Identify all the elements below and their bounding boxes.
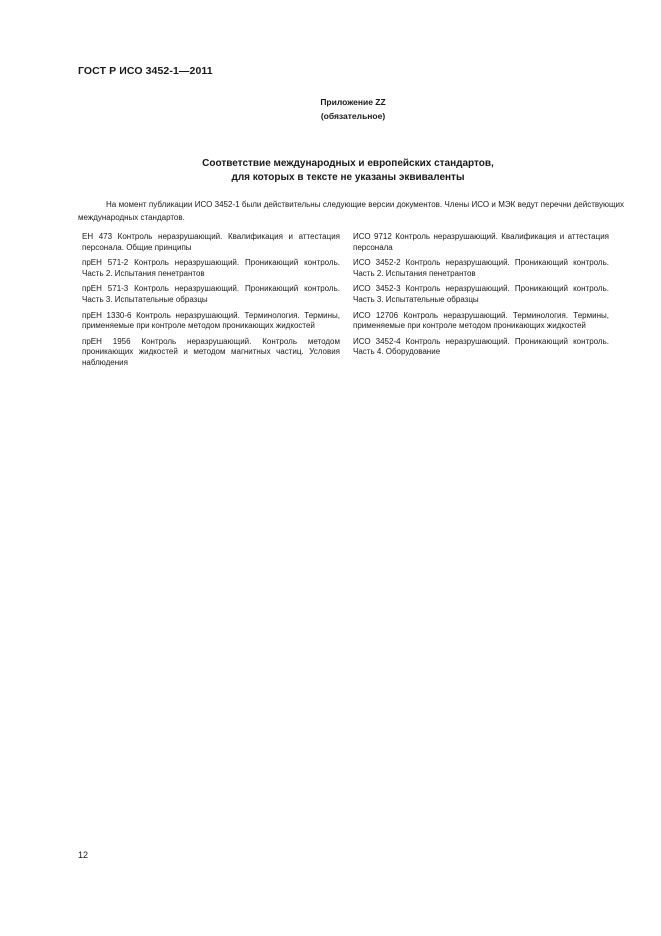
page-title-line-1: Соответствие международных и европейских стандартов, [202,158,494,169]
annex-name: Приложение ZZ [320,97,386,107]
european-standard-cell: прЕН 571-3 Контроль неразрушающий. Проникающий контроль. Часть 3. Испытательные образцы [82,284,340,304]
european-standard-cell: прЕН 1330-6 Контроль неразрушающий. Терминология. Термины, применяемые при контроле методом проникающих жидкостей [82,310,340,331]
standards-correspondence-table [82,232,612,374]
page-title-line-2: для которых в тексте не указаны эквиваленты [231,172,465,183]
international-standard-cell: ИСО 12706 Контроль неразрушающий. Терминология. Термины, применяемые при контроле методом проникающих жидкостей [353,310,609,331]
document-code: ГОСТ Р ИСО 3452-1—2011 [78,65,213,77]
annex-heading [308,95,398,123]
international-standard-cell: ИСО 3452-4 Контроль неразрушающий. Проникающий контроль. Часть 4. Оборудование [353,336,609,357]
annex-status: (обязательное) [320,111,386,121]
european-standard-cell: прЕН 1956 Контроль неразрушающий. Контроль методом проникающих жидкостей и методом магнитных частиц. Условия наблюдения [82,336,340,367]
international-standard-cell: ИСО 3452-2 Контроль неразрушающий. Проникающий контроль. Часть 2. Испытания пенетрантов [353,258,609,278]
intro-paragraph: На момент публикации ИСО 3452-1 были действительны следующие версии документов. Члены ИСО и МЭК ведут перечни действующих международных стандартов. [78,200,624,222]
table-row [82,284,612,305]
page-number: 12 [78,850,89,860]
table-row [82,258,612,279]
international-standard-cell: ИСО 3452-3 Контроль неразрушающий. Проникающий контроль. Часть 3. Испытательные образцы [353,284,609,304]
table-row [82,232,612,253]
table-row [82,311,612,332]
european-standard-cell: прЕН 571-2 Контроль неразрушающий. Проникающий контроль. Часть 2. Испытания пенетрантов [82,258,340,278]
table-row [82,337,612,369]
page-title [120,157,576,185]
international-standard-cell: ИСО 9712 Контроль неразрушающий. Квалификация и аттестация персонала [353,232,609,252]
european-standard-cell: ЕН 473 Контроль неразрушающий. Квалификация и аттестация персонала. Общие принципы [82,232,340,252]
